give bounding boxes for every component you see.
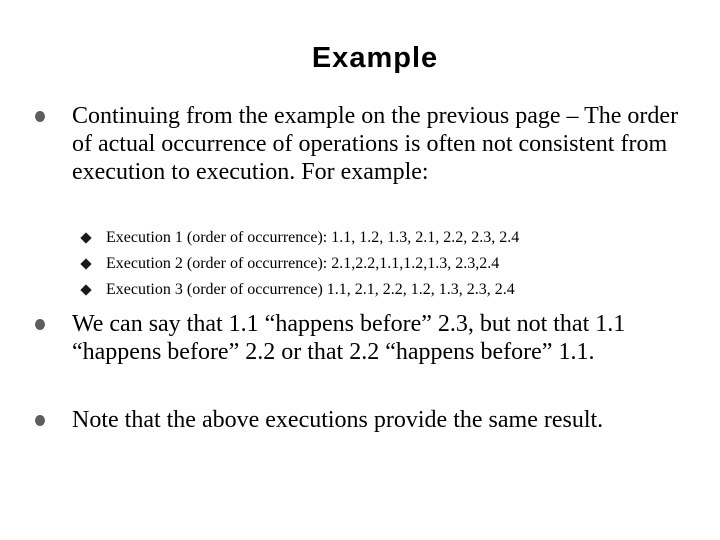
diamond-bullet-icon	[80, 232, 91, 243]
bullet-item	[72, 310, 692, 366]
sub-bullet-text: Execution 3 (order of occurrence) 1.1, 2.1, 2.2, 1.2, 1.3, 2.3, 2.4	[106, 281, 515, 298]
sub-bullet-item	[106, 280, 706, 300]
diamond-bullet-icon	[80, 258, 91, 269]
bullet-text: We can say that 1.1 “happens before” 2.3, but not that 1.1 “happens before” 2.2 or that 2.2 “happens before” 1.1.	[72, 311, 626, 365]
bullet-dot-icon	[35, 319, 45, 330]
bullet-text: Note that the above executions provide the same result.	[72, 407, 604, 433]
sub-bullet-item	[106, 254, 706, 274]
bullet-item	[72, 102, 692, 186]
sub-bullet-item	[106, 228, 706, 248]
bullet-text: Continuing from the example on the previous page – The order of actual occurrence of operations is often not consistent from execution to execution. For example:	[72, 103, 679, 185]
bullet-item	[72, 406, 692, 434]
bullet-dot-icon	[35, 415, 45, 426]
sub-bullet-text: Execution 1 (order of occurrence): 1.1, 1.2, 1.3, 2.1, 2.2, 2.3, 2.4	[106, 229, 520, 246]
sub-bullet-text: Execution 2 (order of occurrence): 2.1,2.2,1.1,1.2,1.3, 2.3,2.4	[106, 255, 500, 272]
diamond-bullet-icon	[80, 284, 91, 295]
slide-title: Example	[311, 42, 439, 74]
bullet-dot-icon	[35, 111, 45, 122]
